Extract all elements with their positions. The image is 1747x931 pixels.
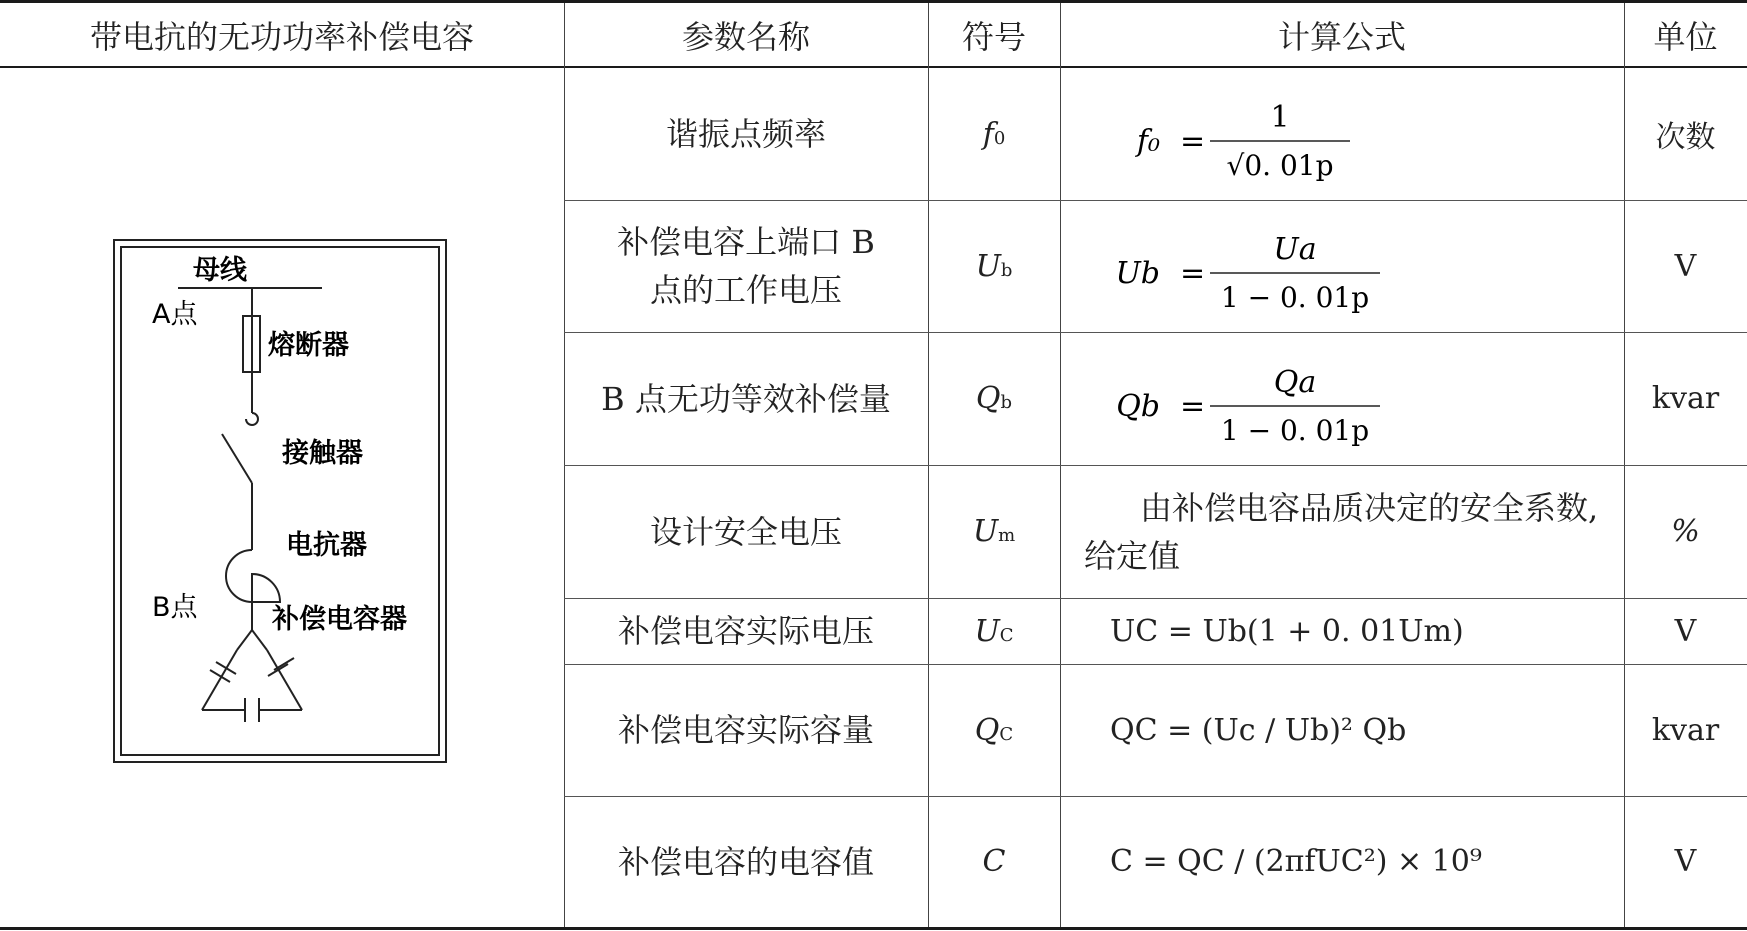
param-name: 补偿电容的电容值 [617, 842, 874, 881]
param-symbol: U $_C$ [974, 613, 1014, 649]
param-symbol: U $_m$ [972, 514, 1016, 549]
param-formula: 由补偿电容品质决定的安全系数, 给定值 [1084, 488, 1599, 575]
svg-text:=: = [1180, 388, 1206, 424]
param-unit: % [1671, 514, 1700, 549]
param-name: B 点无功等效补偿量 [601, 379, 891, 418]
header-symbol: 符号 [961, 17, 1026, 56]
param-symbol: Q $_C$ [974, 712, 1014, 748]
param-unit: kvar [1651, 381, 1720, 416]
param-name: 补偿电容实际容量 [617, 711, 874, 749]
svg-text:Ua: Ua [1273, 232, 1317, 267]
param-unit: kvar [1651, 712, 1720, 748]
header-formula: 计算公式 [1277, 17, 1406, 56]
param-symbol: U $_b$ [975, 248, 1013, 284]
param-name: 设计安全电压 [649, 512, 842, 551]
svg-text:1 − 0. 01p: 1 − 0. 01p [1220, 413, 1370, 447]
table-bottom-rule [0, 927, 1747, 930]
param-formula [1060, 332, 1624, 465]
formula-fraction [1110, 79, 1430, 189]
capacitor-label: 补偿电容器 [272, 604, 407, 635]
point-a-label: A点 [152, 299, 198, 330]
reactor-label: 电抗器 [286, 530, 367, 561]
formula-fraction [1110, 344, 1430, 454]
svg-text:1: 1 [1270, 100, 1290, 135]
param-formula [1060, 68, 1624, 200]
param-symbol: C [982, 844, 1006, 879]
param-formula: UC = Ub(1 + 0. 01Um) [1110, 613, 1464, 649]
svg-text:Qb: Qb [1116, 388, 1160, 424]
param-symbol: f $_0$ [982, 116, 1006, 152]
param-unit: V [1674, 844, 1697, 879]
param-symbol: Q $_b$ [975, 381, 1013, 416]
param-formula: C = QC / (2πfUC²) × 10⁹ [1110, 844, 1482, 879]
svg-text:=: = [1180, 124, 1206, 159]
capacitor-bank-symbol [202, 630, 302, 722]
bus-label: 母线 [193, 255, 247, 286]
formula-fraction [1110, 211, 1430, 321]
param-formula: QC = (Uc / Ub)² Qb [1110, 712, 1407, 748]
param-name: 谐振点频率 [665, 115, 826, 153]
svg-text:√0. 01p: √0. 01p [1226, 149, 1334, 182]
svg-text:Ub: Ub [1115, 256, 1160, 291]
svg-text:=: = [1180, 256, 1206, 291]
param-formula [1060, 200, 1624, 332]
param-unit: V [1674, 248, 1697, 284]
header-param-name: 参数名称 [681, 17, 810, 56]
svg-text:Qa: Qa [1273, 364, 1317, 400]
param-name: 补偿电容实际电压 [617, 612, 874, 650]
reactor-symbol [226, 550, 280, 602]
param-unit: 次数 [1655, 120, 1716, 155]
header-unit: 单位 [1653, 17, 1718, 56]
svg-text:f₀: f₀ [1136, 124, 1160, 159]
param-name: 补偿电容上端口 B 点的工作电压 [617, 223, 875, 309]
point-b-label: B点 [152, 592, 198, 623]
contactor-symbol [246, 413, 258, 425]
svg-text:1 − 0. 01p: 1 − 0. 01p [1220, 281, 1370, 314]
fuse-label: 熔断器 [268, 330, 349, 361]
header-diagram: 带电抗的无功功率补偿电容 [89, 17, 474, 56]
circuit-diagram [0, 68, 564, 927]
contactor-label: 接触器 [282, 438, 363, 469]
param-unit: V [1674, 613, 1697, 649]
